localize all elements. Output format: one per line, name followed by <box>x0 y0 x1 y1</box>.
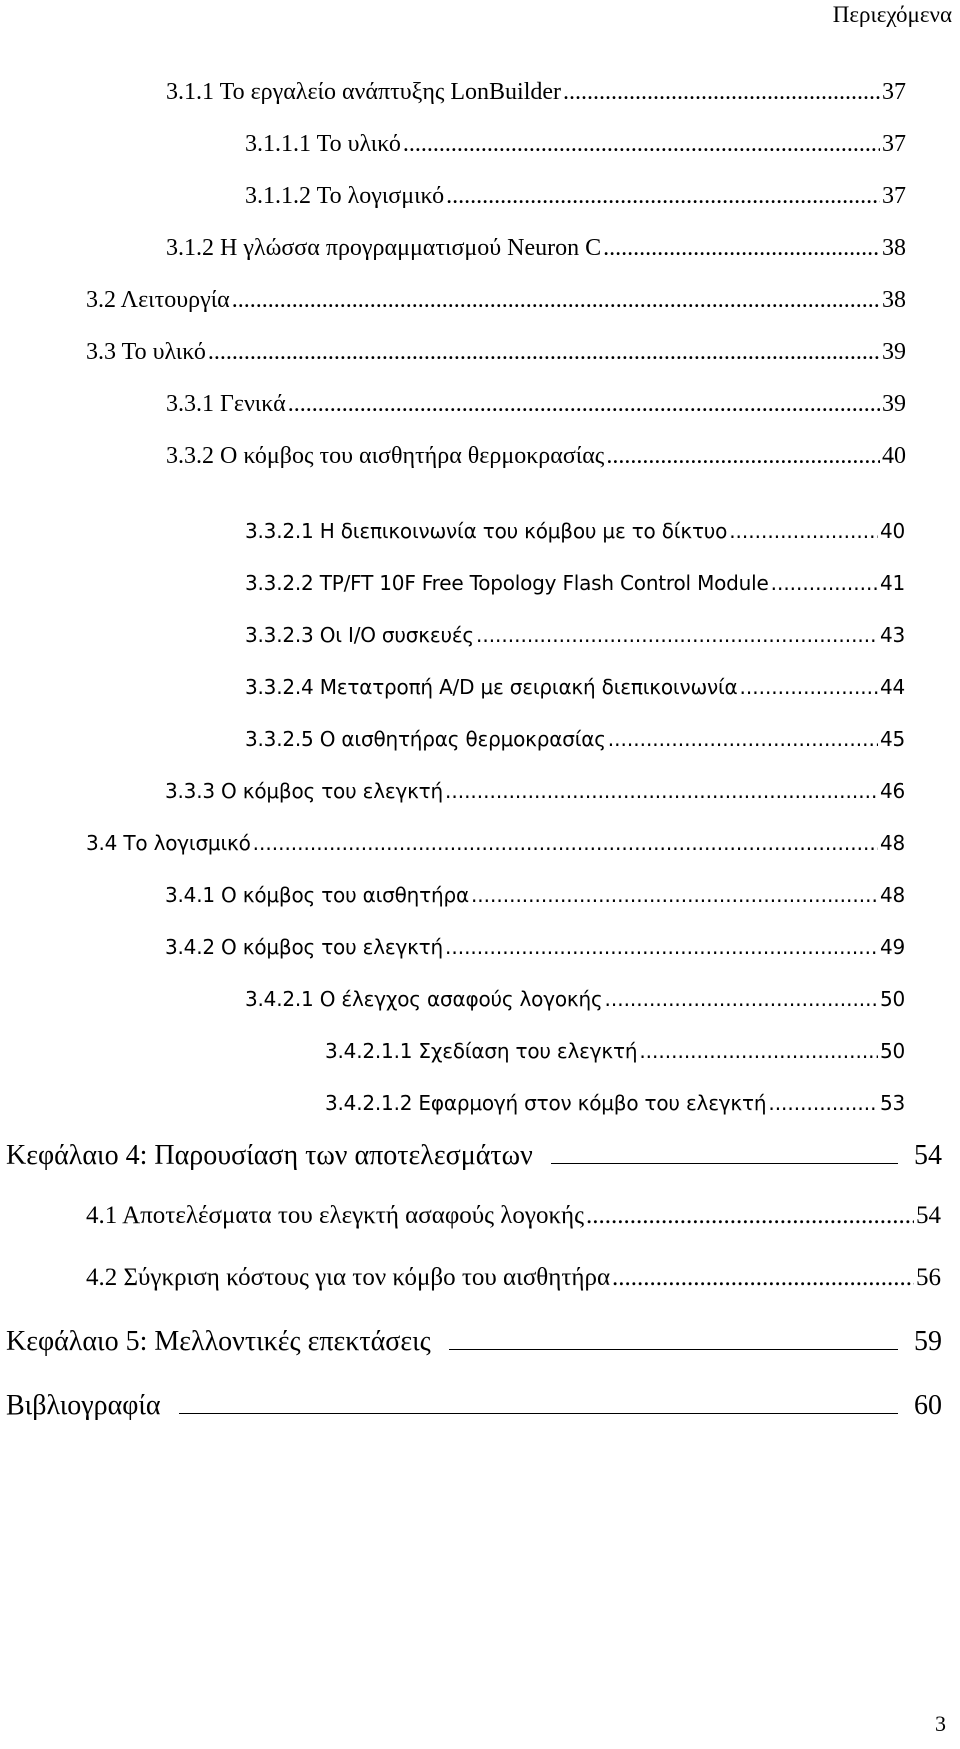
toc-entry-title: 3.4.2.1 Ο έλεγχος ασαφούς λογοκής <box>245 987 603 1011</box>
toc-entry[interactable] <box>86 1262 941 1294</box>
underline-leader <box>551 1137 898 1164</box>
dot-leader <box>768 1087 878 1119</box>
toc-entry-page: 50 <box>879 1039 905 1063</box>
toc-entry-page: 40 <box>882 443 906 469</box>
toc-entry[interactable] <box>166 388 906 420</box>
toc-entry-title: 3.3.2.3 Οι I/O συσκευές <box>245 623 474 647</box>
underline-leader <box>449 1323 898 1350</box>
chapter-page: 59 <box>914 1326 942 1357</box>
dot-leader <box>603 232 880 264</box>
dot-leader <box>729 515 878 547</box>
toc-entry-title: 3.1.2 Η γλώσσα προγραμματισμού Neuron C <box>166 235 602 261</box>
chapter-entry[interactable] <box>6 1137 942 1177</box>
toc-entry-page: 39 <box>882 391 906 417</box>
toc-entry[interactable] <box>86 827 905 859</box>
chapter-page: 60 <box>914 1390 942 1421</box>
dot-leader <box>403 128 880 160</box>
toc-entry-page: 41 <box>879 571 905 595</box>
toc-entry-title: 3.4 Το λογισμικό <box>86 831 251 855</box>
dot-leader <box>476 619 878 651</box>
dot-leader <box>605 983 878 1015</box>
dot-leader <box>208 336 880 368</box>
toc-entry[interactable] <box>166 440 906 472</box>
dot-leader <box>740 671 878 703</box>
toc-entry-title: 3.3.2 Ο κόμβος του αισθητήρα θερμοκρασίας <box>166 443 605 469</box>
toc-entry[interactable] <box>165 931 905 963</box>
dot-leader <box>445 931 878 963</box>
page-number: 3 <box>935 1711 946 1736</box>
toc-entry-title: 3.3.3 Ο κόμβος του ελεγκτή <box>165 779 443 803</box>
toc-entry-title: 3.3.2.1 Η διεπικοινωνία του κόμβου με το δίκτυο <box>245 519 728 543</box>
toc-entry[interactable] <box>166 232 906 264</box>
toc-entry[interactable] <box>166 76 906 108</box>
toc-entry-title: 3.3 Το υλικό <box>86 339 206 365</box>
toc-entry[interactable] <box>245 515 905 547</box>
toc-entry-title: 3.1.1.1 Το υλικό <box>245 131 401 157</box>
toc-entry[interactable] <box>245 128 906 160</box>
toc-entry[interactable] <box>245 567 905 599</box>
toc-entry-title: 3.3.2.4 Μετατροπή A/D με σειριακή διεπικοινωνία <box>245 675 738 699</box>
chapter-title: Βιβλιογραφία <box>6 1390 161 1421</box>
toc-entry-page: 37 <box>882 183 906 209</box>
toc-entry[interactable] <box>325 1035 905 1067</box>
dot-leader <box>639 1035 878 1067</box>
toc-entry-page: 37 <box>882 131 906 157</box>
toc-entry-page: 39 <box>882 339 906 365</box>
toc-entry-title: 3.1.1 Το εργαλείο ανάπτυξης LonBuilder <box>166 79 562 105</box>
dot-leader <box>612 1262 914 1294</box>
toc-entry-page: 38 <box>882 287 906 313</box>
toc-entry[interactable] <box>245 723 905 755</box>
toc-entry-title: 3.2 Λειτουργία <box>86 287 230 313</box>
dot-leader <box>232 284 880 316</box>
toc-entry-title: 3.3.2.2 TP/FT 10F Free Topology Flash Control Module <box>245 571 769 595</box>
underline-leader <box>179 1387 898 1414</box>
toc-entry-page: 40 <box>879 519 905 543</box>
toc-entry-page: 49 <box>879 935 905 959</box>
dot-leader <box>563 76 880 108</box>
toc-entry-page: 37 <box>882 79 906 105</box>
toc-entry-title: 3.4.1 Ο κόμβος του αισθητήρα <box>165 883 469 907</box>
dot-leader <box>771 567 878 599</box>
dot-leader <box>446 180 880 212</box>
toc-entry-title: 4.1 Αποτελέσματα του ελεγκτή ασαφούς λογοκής <box>86 1202 585 1229</box>
toc-entry-title: 4.2 Σύγκριση κόστους για τον κόμβο του αισθητήρα <box>86 1264 611 1291</box>
dot-leader <box>288 388 880 420</box>
toc-entry-page: 43 <box>879 623 905 647</box>
toc-entry[interactable] <box>325 1087 905 1119</box>
toc-entry-page: 48 <box>879 883 905 907</box>
toc-entry[interactable] <box>245 671 905 703</box>
chapter-entry[interactable] <box>6 1387 942 1427</box>
chapter-entry[interactable] <box>6 1323 942 1363</box>
toc-entry-title: 3.3.2.5 Ο αισθητήρας θερμοκρασίας <box>245 727 606 751</box>
toc-entry-page: 45 <box>879 727 905 751</box>
running-header: Περιεχόμενα <box>832 2 952 27</box>
toc-entry-page: 38 <box>882 235 906 261</box>
chapter-title: Κεφάλαιο 4: Παρουσίαση των αποτελεσμάτων <box>6 1140 533 1171</box>
toc-entry-page: 56 <box>916 1264 941 1291</box>
chapter-page: 54 <box>914 1140 942 1171</box>
toc-entry-title: 3.4.2.1.1 Σχεδίαση του ελεγκτή <box>325 1039 638 1063</box>
dot-leader <box>253 827 878 859</box>
toc-entry-title: 3.3.1 Γενικά <box>166 391 286 417</box>
chapter-title: Κεφάλαιο 5: Μελλοντικές επεκτάσεις <box>6 1326 431 1357</box>
toc-entry-page: 54 <box>916 1202 941 1229</box>
dot-leader <box>606 440 880 472</box>
toc-entry[interactable] <box>165 775 905 807</box>
toc-entry-page: 53 <box>879 1091 905 1115</box>
toc-entry[interactable] <box>86 336 906 368</box>
toc-entry[interactable] <box>86 284 906 316</box>
toc-entry-page: 48 <box>879 831 905 855</box>
dot-leader <box>445 775 878 807</box>
toc-entry[interactable] <box>245 619 905 651</box>
toc-entry[interactable] <box>86 1200 941 1232</box>
toc-entry-title: 3.1.1.2 Το λογισμικό <box>245 183 445 209</box>
toc-entry-title: 3.4.2 Ο κόμβος του ελεγκτή <box>165 935 443 959</box>
toc-entry-title: 3.4.2.1.2 Εφαρμογή στον κόμβο του ελεγκτή <box>325 1091 767 1115</box>
dot-leader <box>471 879 878 911</box>
dot-leader <box>608 723 878 755</box>
toc-entry-page: 50 <box>879 987 905 1011</box>
dot-leader <box>586 1200 914 1232</box>
toc-entry[interactable] <box>245 180 906 212</box>
toc-entry-page: 44 <box>879 675 905 699</box>
toc-entry[interactable] <box>165 879 905 911</box>
toc-entry[interactable] <box>245 983 905 1015</box>
toc-entry-page: 46 <box>879 779 905 803</box>
